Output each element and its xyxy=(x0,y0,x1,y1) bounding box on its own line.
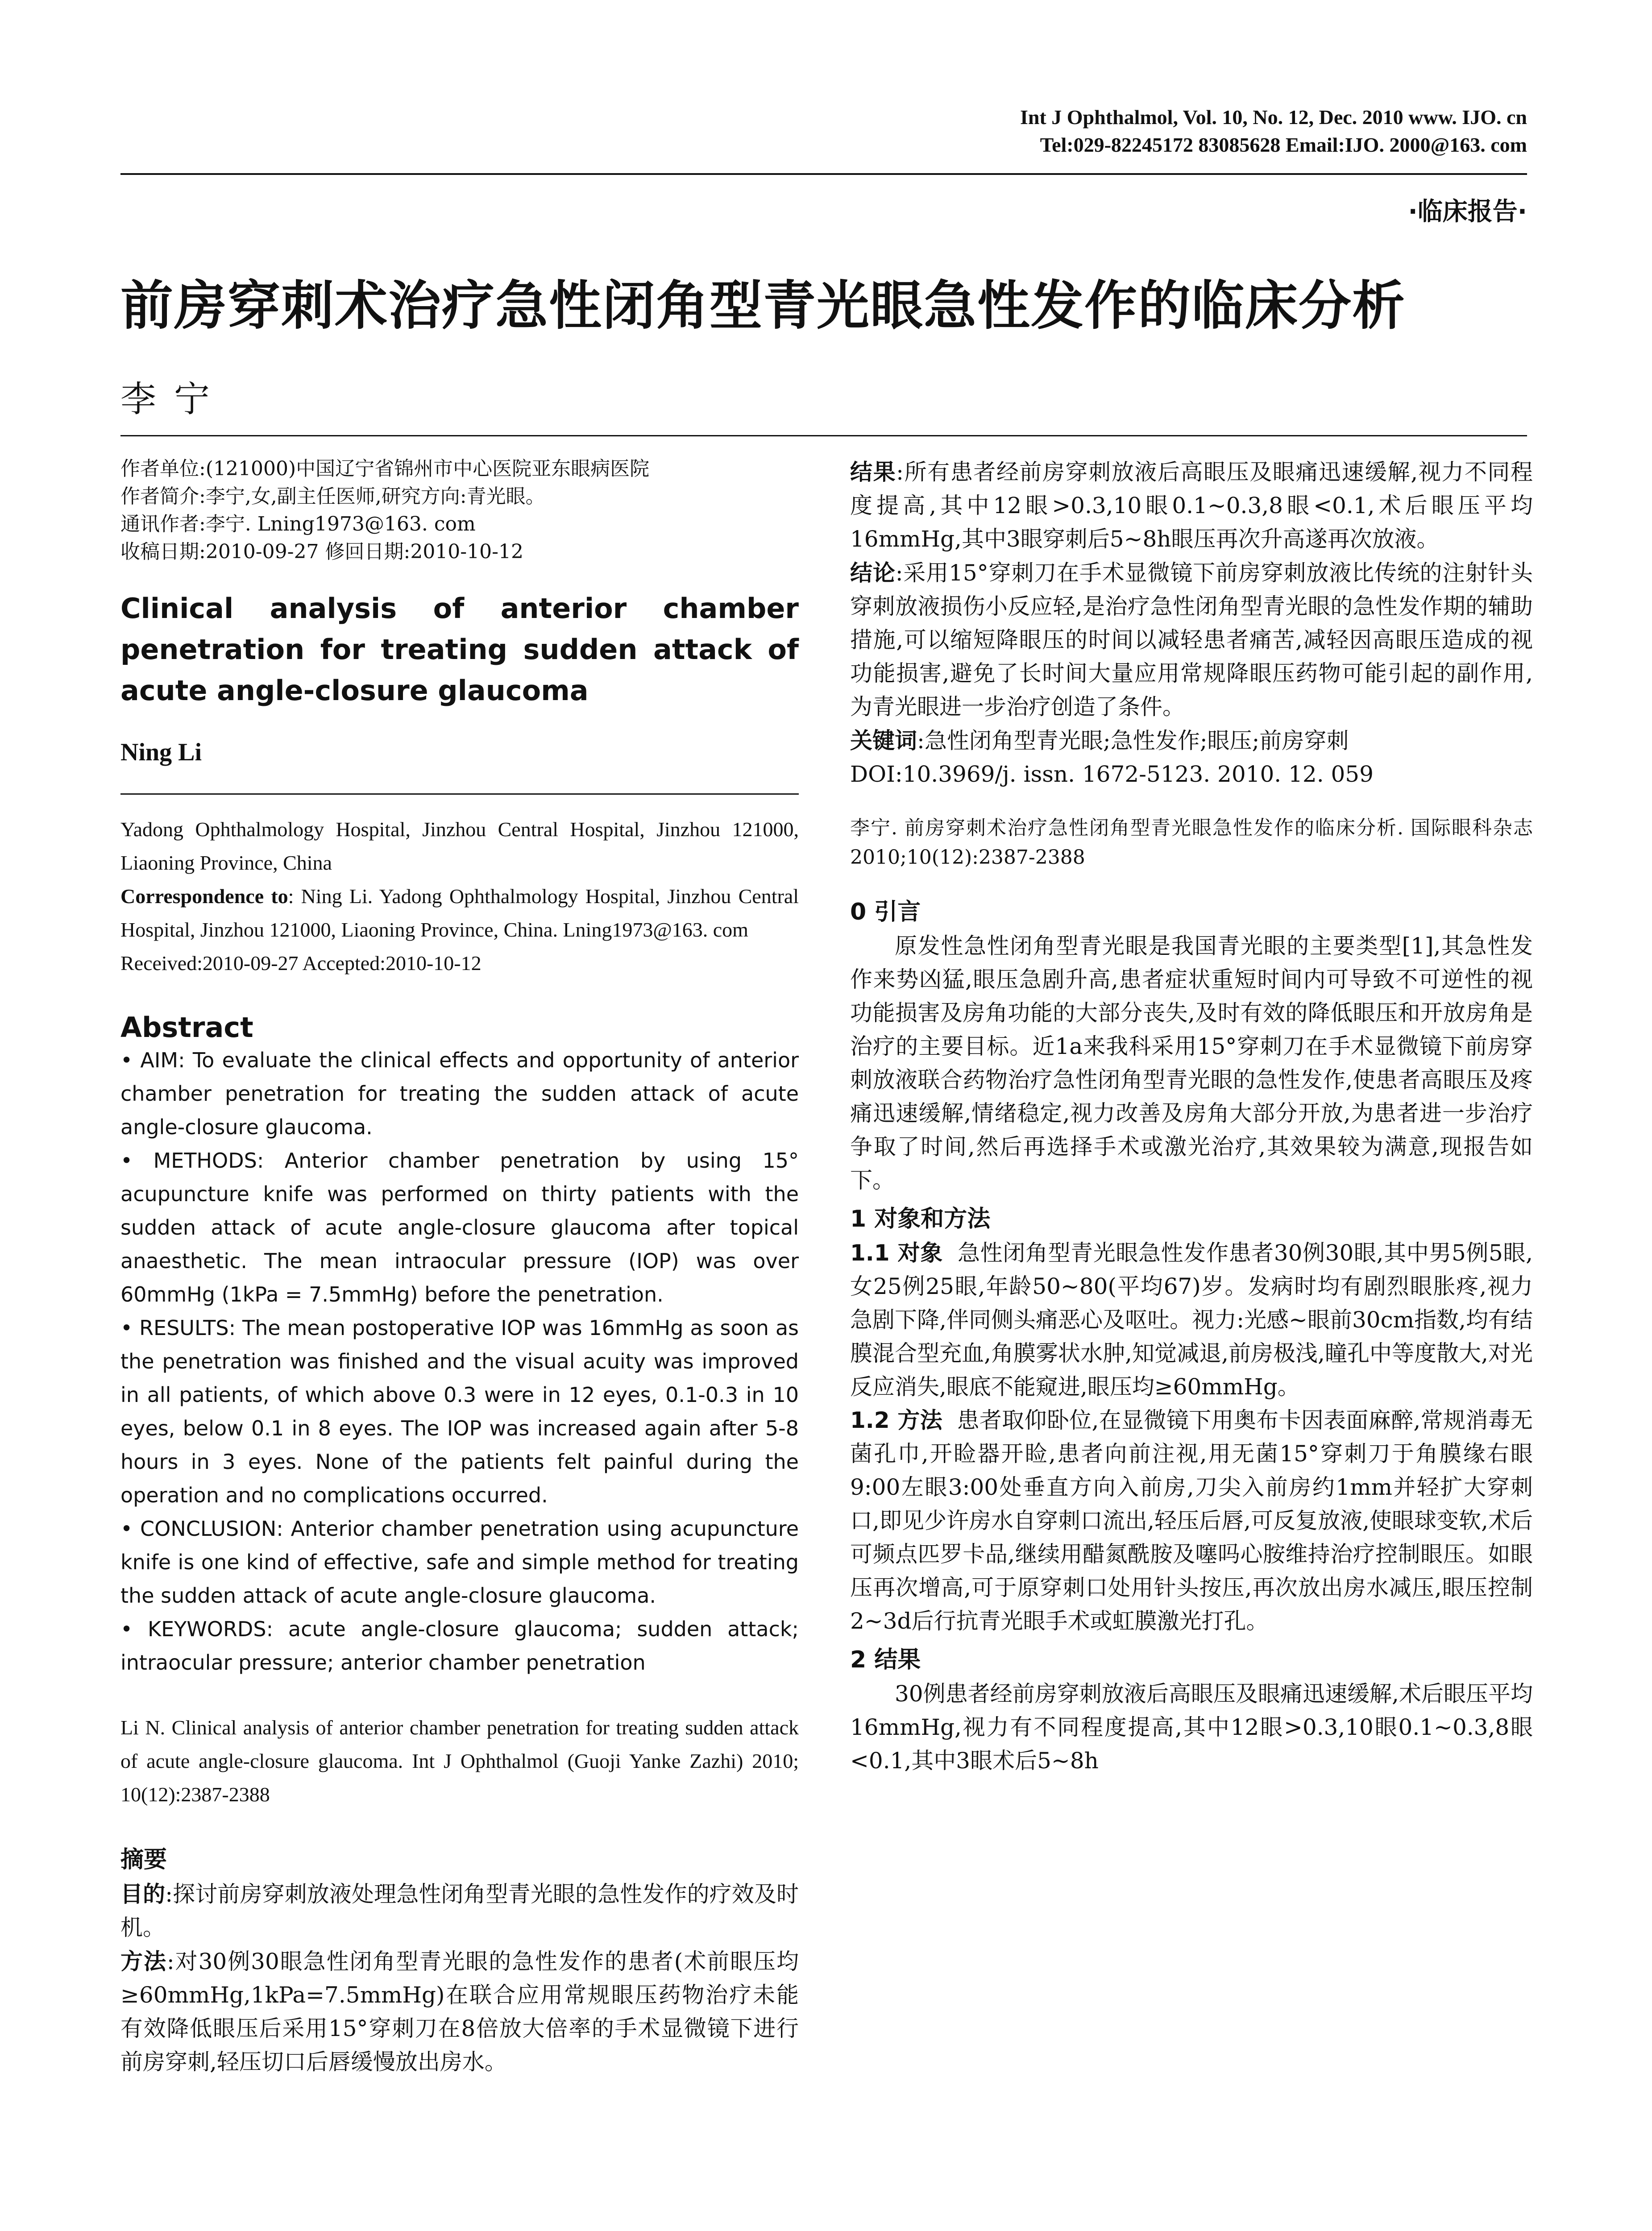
section-1-1-text: 急性闭角型青光眼急性发作患者30例30眼,其中男5例5眼,女25例25眼,年龄50~80(平均67)岁。发病时均有剧烈眼胀疼,视力急剧下降,伴同侧头痛恶心及呕吐。视力:光感~眼前30cm指数,均有结膜混合型充血,角膜雾状水肿,知觉减退,前房极浅,瞳孔中等度散大,对光反应消失,眼底不能窥进,眼压均≥60mmHg。 xyxy=(850,1240,1533,1400)
citation-cn: 李宁. 前房穿刺术治疗急性闭角型青光眼急性发作的临床分析. 国际眼科杂志 2010;10(12):2387-2388 xyxy=(850,817,1533,869)
author-bio-line: 作者简介:李宁,女,副主任医师,研究方向:青光眼。 xyxy=(120,485,545,508)
title-rule xyxy=(120,435,1527,436)
doi: DOI:10.3969/j. issn. 1672-5123. 2010. 12. 059 xyxy=(850,761,1374,787)
journal-header xyxy=(1020,104,1527,159)
received-accepted-en: Received:2010-09-27 Accepted:2010-10-12 xyxy=(120,952,481,975)
section-1-heading: 1 对象和方法 xyxy=(850,1206,991,1232)
results-text: : The mean postoperative IOP was 16mmHg as soon as the penetration was finished and the visual acuity was improved in all patients, of which above 0.3 were in 12 eyes, 0.1-0.3 in 10 eyes, below 0.1 in 8 eyes. The IOP was increased again after 5-8 hours in 3 eyes. None of the patients felt painful during the operation and no complications occurred. xyxy=(120,1316,799,1507)
abstract-cn-keywords xyxy=(850,724,1533,758)
keywords-label: • KEYWORDS xyxy=(120,1617,266,1641)
abstract-keywords xyxy=(120,1613,799,1679)
left-column xyxy=(120,455,799,2079)
article-title-en: Clinical analysis of anterior chamber penetration for treating sudden attack of acute angle-closure glaucoma xyxy=(120,592,799,707)
abstract-cn-conclusion xyxy=(850,556,1533,724)
affiliation-line: 作者单位:(121000)中国辽宁省锦州市中心医院亚东眼病医院 xyxy=(120,457,650,480)
keywords-text: : acute angle-closure glaucoma; sudden attack; intraocular pressure; anterior chamber penetration xyxy=(120,1617,799,1675)
correspondence-en xyxy=(120,879,799,946)
methods-label: • METHODS xyxy=(120,1149,257,1173)
section-0-paragraph: 原发性急性闭角型青光眼是我国青光眼的主要类型[1],其急性发作来势凶猛,眼压急剧升高,患者症状重短时间内可导致不可逆性的视功能损害及房角功能的大部分丧失,及时有效的降低眼压和开放房角是治疗的主要目标。近1a来我科采用15°穿刺刀在手术显微镜下前房穿刺放液联合药物治疗急性闭角型青光眼的急性发作,使患者高眼压及疼痛迅速缓解,情绪稳定,视力改善及房角大部分开放,为患者进一步治疗争取了时间,然后再选择手术或激光治疗,其效果较为满意,现报告如下。 xyxy=(850,933,1533,1193)
aim-cn-label: 目的 xyxy=(120,1881,166,1907)
results-cn-label: 结果 xyxy=(850,459,897,485)
dates-line: 收稿日期:2010-09-27 修回日期:2010-10-12 xyxy=(120,540,524,563)
section-1-2 xyxy=(850,1404,1533,1638)
section-1-1 xyxy=(850,1236,1533,1404)
methods-cn-text: :对30例30眼急性闭角型青光眼的急性发作的患者(术前眼压均≥60mmHg,1kPa=7.5mmHg)在联合应用常规眼压药物治疗未能有效降低眼压后采用15°穿刺刀在8倍放大倍率的手术显微镜下进行前房穿刺,轻压切口后唇缓慢放出房水。 xyxy=(120,1949,799,2075)
abstract-results xyxy=(120,1311,799,1512)
header-rule xyxy=(120,173,1527,175)
methods-cn-label: 方法 xyxy=(120,1948,167,1974)
abstract-heading: Abstract xyxy=(120,1011,253,1044)
abstract-aim xyxy=(120,1044,799,1144)
aim-text: : To evaluate the clinical effects and opportunity of anterior chamber penetration for treating the sudden attack of acute angle-closure glaucoma. xyxy=(120,1048,799,1139)
author-cn: 李宁 xyxy=(120,378,228,420)
aim-cn-text: :探讨前房穿刺放液处理急性闭角型青光眼的急性发作的疗效及时机。 xyxy=(120,1881,799,1941)
author-en: Ning Li xyxy=(120,738,202,766)
affiliation-en: Yadong Ophthalmology Hospital, Jinzhou Central Hospital, Jinzhou 121000, Liaoning Province, China xyxy=(120,818,799,874)
abstract-conclusion xyxy=(120,1512,799,1613)
correspondence-text: : Ning Li. Yadong Ophthalmology Hospital, Jinzhou Central Hospital, Jinzhou 121000, Liaoning Province, China. Lning1973@163. com xyxy=(120,885,799,941)
results-label: • RESULTS xyxy=(120,1316,229,1340)
abstract-cn-results xyxy=(850,455,1533,556)
journal-header-line2: Tel:029-82245172 83085628 Email:IJO. 2000@163. com xyxy=(1040,133,1527,156)
keywords-cn-text: :急性闭角型青光眼;急性发作;眼压;前房穿刺 xyxy=(917,728,1349,754)
correspondence-label: Correspondence to xyxy=(120,885,288,908)
author-rule xyxy=(120,793,799,795)
abstract-cn-methods-start xyxy=(120,1945,799,2079)
section-0-heading: 0 引言 xyxy=(850,899,921,925)
section-1-2-label: 1.2 方法 xyxy=(850,1407,942,1433)
right-column xyxy=(850,455,1533,1778)
abstract-cn-aim xyxy=(120,1877,799,1945)
section-1-2-text: 患者取仰卧位,在显微镜下用奥布卡因表面麻醉,常规消毒无菌孔巾,开睑器开睑,患者向前注视,用无菌15°穿刺刀于角膜缘右眼9:00左眼3:00处垂直方向入前房,刀尖入前房约1mm并轻扩大穿刺口,即见少许房水自穿刺口流出,轻压后唇,可反复放液,使眼球变软,术后可频点匹罗卡品,继续用醋氮酰胺及噻吗心胺维持治疗控制眼压。如眼压再次增高,可于原穿刺口处用针头按压,再次放出房水减压,眼压控制2~3d后行抗青光眼手术或虹膜激光打孔。 xyxy=(850,1407,1533,1634)
abstract-methods xyxy=(120,1144,799,1311)
citation-en: Li N. Clinical analysis of anterior chamber penetration for treating sudden attack of acute angle-closure glaucoma. Int J Ophthalmol (Guoji Yanke Zazhi) 2010; 10(12):2387-2388 xyxy=(120,1716,799,1806)
conclusion-label: • CONCLUSION xyxy=(120,1517,277,1541)
journal-header-line1: Int J Ophthalmol, Vol. 10, No. 12, Dec. 2010 www. IJO. cn xyxy=(1020,106,1527,129)
keywords-cn-label: 关键词 xyxy=(850,727,917,754)
conclusion-cn-text: :采用15°穿刺刀在手术显微镜下前房穿刺放液比传统的注射针头穿刺放液损伤小反应轻,是治疗急性闭角型青光眼的急性发作期的辅助措施,可以缩短降眼压的时间以减轻患者痛苦,减轻因高眼压造成的视功能损害,避免了长时间大量应用常规降眼压药物可能引起的副作用,为青光眼进一步治疗创造了条件。 xyxy=(850,560,1533,720)
conclusion-text: : Anterior chamber penetration using acupuncture knife is one kind of effective, safe and simple method for treating the sudden attack of acute angle-closure glaucoma. xyxy=(120,1517,799,1608)
section-2-paragraph: 30例患者经前房穿刺放液后高眼压及眼痛迅速缓解,术后眼压平均16mmHg,视力有不同程度提高,其中12眼>0.3,10眼0.1~0.3,8眼<0.1,其中3眼术后5~8h xyxy=(850,1681,1533,1774)
corresponding-line: 通讯作者:李宁. Lning1973@163. com xyxy=(120,513,476,535)
affiliation-cn xyxy=(120,455,799,566)
aim-label: • AIM xyxy=(120,1048,178,1072)
abstract-cn-heading: 摘要 xyxy=(120,1846,167,1873)
conclusion-cn-label: 结论 xyxy=(850,560,896,586)
article-title-cn: 前房穿刺术治疗急性闭角型青光眼急性发作的临床分析 xyxy=(120,275,1406,336)
section-1-1-label: 1.1 对象 xyxy=(850,1240,943,1266)
section-tag: ·临床报告· xyxy=(1408,197,1527,226)
section-2-heading: 2 结果 xyxy=(850,1646,921,1673)
methods-text: : Anterior chamber penetration by using 15° acupuncture knife was performed on thirty patients with the sudden attack of acute angle-closure glaucoma after topical anaesthetic. The mean intraocular pressure (IOP) was over 60mmHg (1kPa = 7.5mmHg) before the penetration. xyxy=(120,1149,799,1306)
results-cn-text: :所有患者经前房穿刺放液后高眼压及眼痛迅速缓解,视力不同程度提高,其中12眼>0.3,10眼0.1~0.3,8眼<0.1,术后眼压平均16mmHg,其中3眼穿刺后5~8h眼压再次升高遂再次放液。 xyxy=(850,459,1533,552)
